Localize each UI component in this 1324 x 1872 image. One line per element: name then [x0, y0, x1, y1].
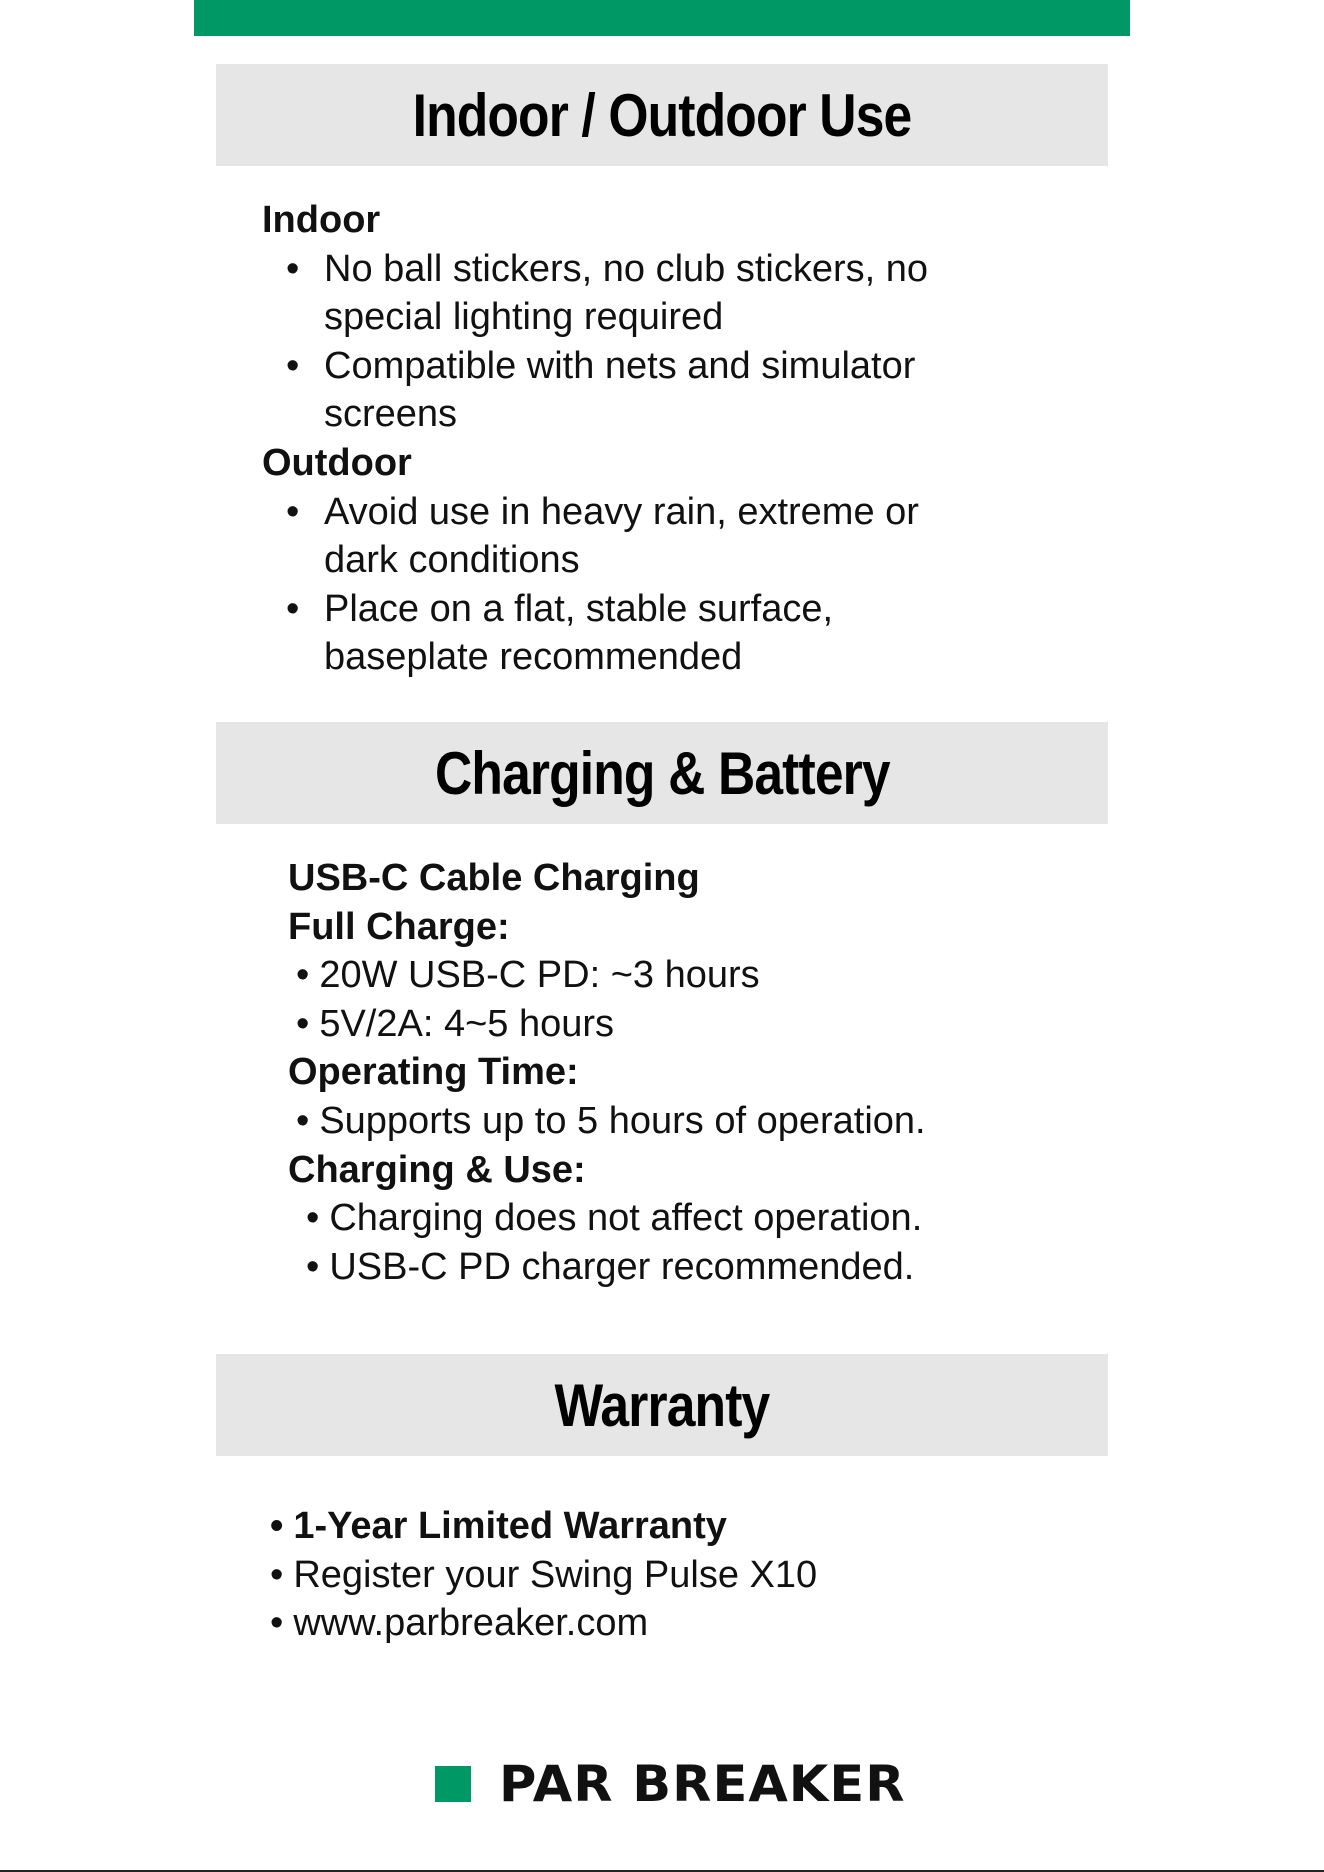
item-text: Supports up to 5 hours of operation. — [319, 1099, 926, 1142]
item-line: No ball stickers, no club stickers, no — [324, 247, 929, 290]
section-header-charging — [216, 722, 1108, 824]
section-title: Warranty — [554, 1371, 770, 1439]
item-text: Charging does not affect operation. — [329, 1197, 923, 1240]
bullet: • — [286, 587, 300, 630]
bullet: • — [286, 344, 300, 387]
list-item — [288, 951, 926, 1000]
section-header-indoor-outdoor — [216, 64, 1108, 166]
item-text: Register your Swing Pulse X10 — [293, 1553, 818, 1596]
item-line: special lighting required — [324, 296, 724, 339]
list-item — [262, 585, 928, 682]
bullet: • — [296, 1002, 310, 1045]
website-text: www.parbreaker.com — [293, 1602, 649, 1645]
charging-content — [288, 854, 926, 1291]
section-title: Indoor / Outdoor Use — [412, 81, 912, 149]
bullet: • — [306, 1197, 320, 1240]
indoor-label: Indoor — [262, 199, 381, 241]
bullet: • — [296, 954, 310, 997]
indoor-outdoor-content — [262, 196, 928, 682]
list-item — [288, 1097, 926, 1146]
bullet: • — [270, 1602, 284, 1645]
brand-name: PAR BREAKER — [499, 1755, 906, 1813]
bullet: • — [296, 1099, 310, 1142]
list-item — [262, 342, 928, 439]
top-accent-bar — [194, 0, 1130, 36]
section-header-warranty — [216, 1354, 1108, 1456]
section-title: Charging & Battery — [434, 739, 890, 807]
bullet: • — [286, 247, 300, 290]
list-item — [270, 1502, 817, 1551]
bullet: • — [270, 1553, 284, 1596]
list-item — [262, 245, 928, 342]
bullet: • — [270, 1505, 284, 1547]
bullet: • — [306, 1245, 320, 1288]
item-line: screens — [324, 393, 458, 436]
item-text: USB-C PD charger recommended. — [329, 1245, 915, 1288]
item-line: baseplate recommended — [324, 636, 743, 679]
brand-logo — [435, 1755, 906, 1813]
bullet: • — [286, 490, 300, 533]
list-item — [288, 1194, 926, 1243]
outdoor-label: Outdoor — [262, 441, 412, 484]
full-charge-label: Full Charge: — [288, 905, 510, 948]
item-line: Place on a flat, stable surface, — [324, 587, 834, 630]
use-label: Charging & Use: — [288, 1148, 586, 1191]
list-item — [262, 488, 928, 585]
operating-label: Operating Time: — [288, 1051, 579, 1094]
item-text: 20W USB-C PD: ~3 hours — [319, 954, 760, 997]
warranty-content — [270, 1502, 817, 1648]
item-line: Avoid use in heavy rain, extreme or — [324, 490, 919, 533]
list-item — [288, 1000, 926, 1049]
list-item — [270, 1551, 817, 1600]
list-item — [288, 1243, 926, 1292]
item-line: Compatible with nets and simulator — [324, 344, 916, 387]
cable-label: USB-C Cable Charging — [288, 857, 700, 899]
logo-square-icon — [435, 1766, 471, 1802]
list-item — [270, 1599, 817, 1648]
item-text: 5V/2A: 4~5 hours — [319, 1002, 615, 1045]
item-line: dark conditions — [324, 539, 580, 582]
item-text: 1-Year Limited Warranty — [293, 1505, 727, 1547]
